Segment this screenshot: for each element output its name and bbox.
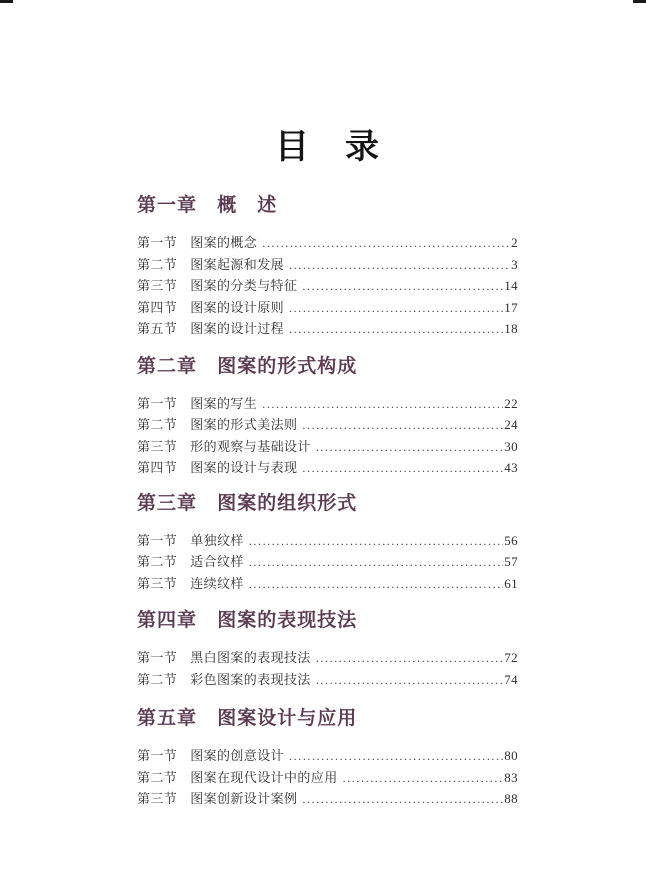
chapter-heading (137, 610, 518, 631)
dot-leader (316, 437, 503, 459)
dot-leader (249, 531, 503, 553)
section-label: 第二节 (137, 769, 178, 785)
dot-leader (249, 552, 503, 574)
page-number: 83 (504, 769, 518, 785)
toc-entry (137, 393, 518, 415)
chapter-1 (137, 195, 518, 340)
toc-entry (137, 318, 518, 340)
chapter-3 (137, 493, 518, 595)
section-list (137, 393, 518, 479)
toc-entry (137, 647, 518, 669)
chapter-title: 图案的表现技法 (217, 610, 358, 631)
section-title: 图案的设计原则 (190, 299, 285, 315)
toc-entry (137, 436, 518, 458)
dot-leader (262, 394, 503, 416)
page-number: 14 (504, 278, 518, 293)
page-number: 80 (504, 748, 518, 763)
toc-entry (137, 254, 518, 276)
section-title: 图案的设计过程 (190, 321, 285, 336)
chapter-title: 图案的组织形式 (217, 492, 358, 514)
toc-entry (137, 745, 518, 767)
section-title: 图案的写生 (190, 395, 258, 411)
scan-mark-top-right (633, 0, 646, 3)
dot-leader (289, 255, 510, 277)
section-label: 第二节 (137, 671, 178, 687)
chapter-number: 第一章 (137, 195, 198, 216)
dot-leader (262, 233, 510, 255)
section-label: 第三节 (137, 278, 178, 293)
toc-entry (137, 551, 518, 573)
chapter-title: 概 述 (217, 195, 278, 216)
dot-leader (289, 746, 503, 768)
chapter-number: 第四章 (137, 610, 198, 631)
chapter-number: 第五章 (137, 708, 198, 729)
chapter-title: 图案设计与应用 (217, 708, 358, 729)
section-label: 第三节 (137, 438, 178, 454)
dot-leader (302, 789, 503, 811)
section-list (137, 232, 518, 340)
section-title: 图案的形式美法则 (190, 417, 298, 432)
section-label: 第二节 (137, 417, 178, 432)
section-list (137, 647, 518, 690)
toc-entry (137, 297, 518, 319)
section-title: 单独纹样 (190, 532, 244, 548)
toc-content (137, 0, 518, 810)
toc-entry (137, 414, 518, 436)
section-label: 第三节 (137, 791, 178, 806)
dot-leader (316, 648, 503, 670)
section-title: 图案的分类与特征 (190, 278, 298, 293)
section-label: 第一节 (137, 235, 178, 250)
chapter-heading (137, 493, 518, 514)
dot-leader (316, 670, 503, 692)
chapter-2 (137, 356, 518, 479)
section-label: 第一节 (137, 650, 178, 665)
section-title: 图案的设计与表现 (190, 460, 298, 475)
chapter-heading (137, 195, 518, 216)
section-title: 图案的概念 (190, 235, 258, 250)
chapter-number: 第三章 (137, 492, 198, 514)
section-title: 图案起源和发展 (190, 256, 285, 272)
toc-entry (137, 457, 518, 479)
section-list (137, 745, 518, 810)
section-label: 第二节 (137, 256, 178, 272)
toc-entry (137, 788, 518, 810)
chapter-title: 图案的形式构成 (217, 355, 358, 377)
section-title: 彩色图案的表现技法 (190, 671, 311, 687)
page-title: 目 录 (275, 129, 380, 166)
dot-leader (249, 574, 503, 596)
section-title: 图案的创意设计 (190, 748, 285, 763)
page-number: 74 (504, 671, 518, 687)
section-title: 图案在现代设计中的应用 (190, 769, 338, 785)
chapter-number: 第二章 (137, 355, 198, 377)
page-number: 18 (504, 321, 518, 336)
page-number: 72 (504, 650, 518, 665)
dot-leader (302, 458, 503, 480)
section-title: 连续纹样 (190, 575, 244, 591)
chapter-heading (137, 708, 518, 729)
section-label: 第二节 (137, 554, 178, 569)
page-number: 30 (504, 438, 518, 454)
page-number: 3 (511, 256, 518, 272)
toc-entry (137, 530, 518, 552)
page-number: 61 (504, 575, 518, 591)
page-number: 24 (504, 417, 518, 432)
section-title: 黑白图案的表现技法 (190, 650, 311, 665)
section-label: 第一节 (137, 748, 178, 763)
section-title: 形的观察与基础设计 (190, 438, 311, 454)
section-label: 第五节 (137, 321, 178, 336)
scan-mark-top-left (0, 0, 13, 3)
section-label: 第三节 (137, 575, 178, 591)
page-number: 17 (504, 299, 518, 315)
dot-leader (302, 276, 503, 298)
page-number: 43 (504, 460, 518, 475)
section-title: 图案创新设计案例 (190, 791, 298, 806)
chapter-5 (137, 708, 518, 810)
page-number: 57 (504, 554, 518, 569)
dot-leader (289, 319, 503, 341)
dot-leader (289, 298, 503, 320)
toc-entry (137, 767, 518, 789)
dot-leader (343, 768, 504, 790)
section-label: 第一节 (137, 532, 178, 548)
section-label: 第四节 (137, 460, 178, 475)
section-title: 适合纹样 (190, 554, 244, 569)
section-label: 第一节 (137, 395, 178, 411)
toc-entry (137, 573, 518, 595)
section-list (137, 530, 518, 595)
toc-entry (137, 275, 518, 297)
toc-entry (137, 232, 518, 254)
page-number: 88 (504, 791, 518, 806)
page-number: 22 (504, 395, 518, 411)
toc-entry (137, 669, 518, 691)
page-number: 2 (511, 235, 518, 250)
dot-leader (302, 415, 503, 437)
chapter-heading (137, 356, 518, 377)
page-number: 56 (504, 532, 518, 548)
section-label: 第四节 (137, 299, 178, 315)
chapter-4 (137, 610, 518, 690)
